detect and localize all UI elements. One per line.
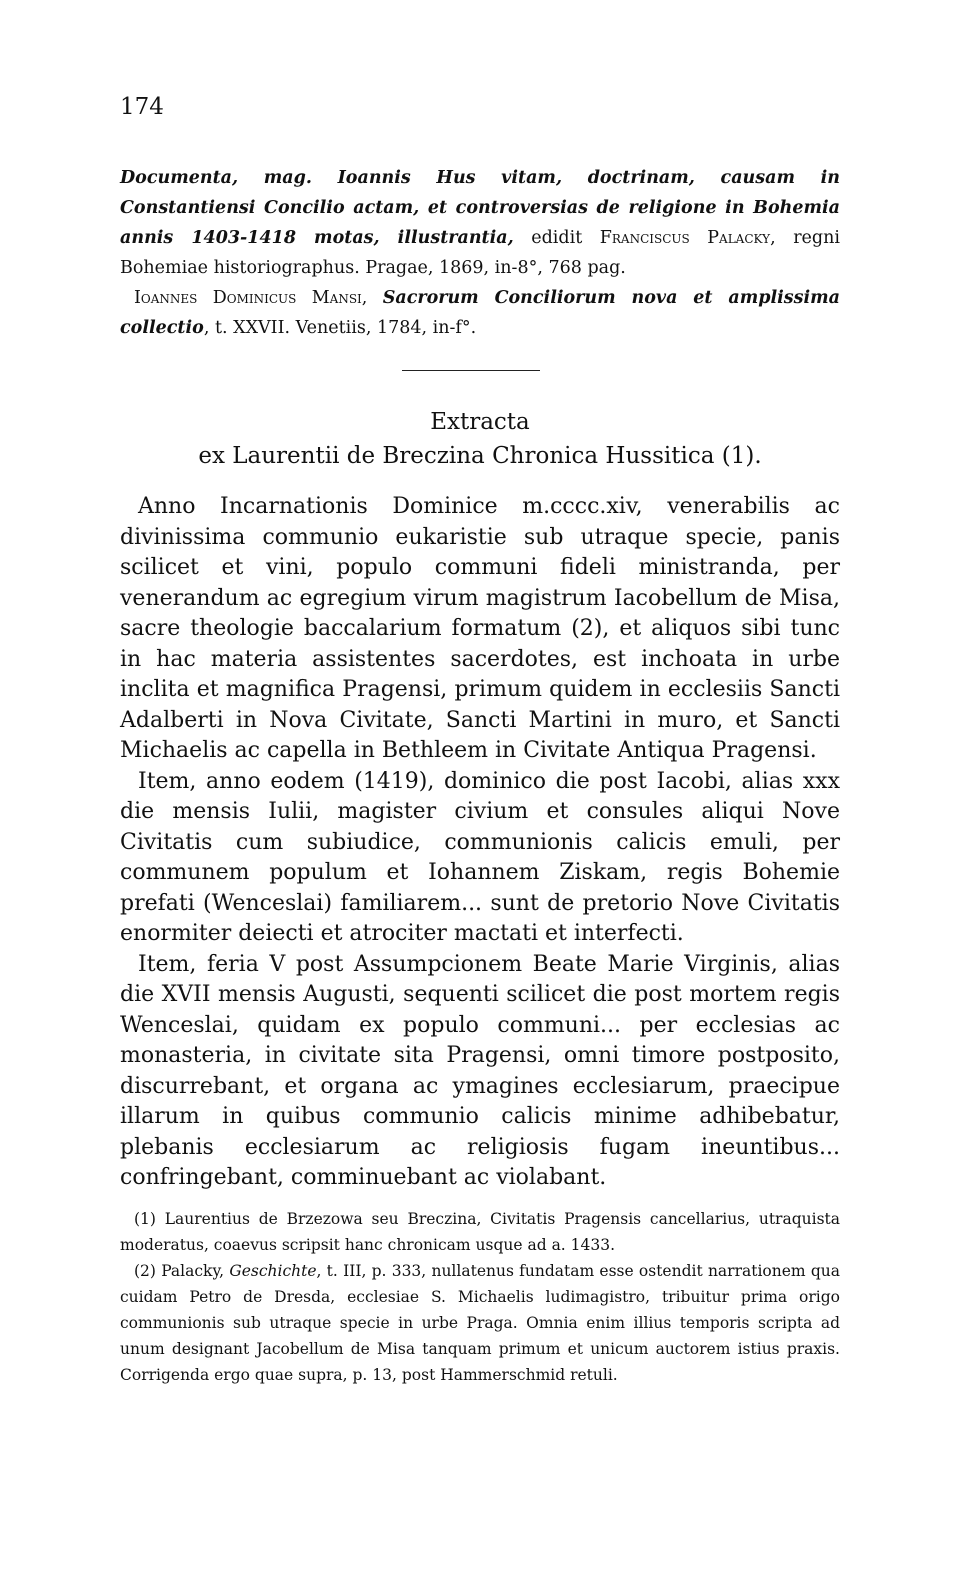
bibliography-editor: Franciscus Palacky xyxy=(599,228,771,248)
paragraph: Item, feria V post Assumpcionem Beate Marie Virginis, alias die XVII mensis Augusti, sequenti scilicet die post mortem regis Wenceslai, quidam ex populo communi... per ecclesias ac monasteria, in civitate sita Pragensi, omni timore postposito, discurrebant, et organa ac ymagines ecclesiarum, praecipue illarum in quibus communio calicis minime adhibebatur, plebanis ecclesiarum ac religiosis fugam ineuntibus... confringebant, comminuebant ac violabant. xyxy=(120,951,840,1190)
footnote-2 xyxy=(120,1258,840,1388)
bibliography-separator: , xyxy=(361,288,383,308)
footnote-2-prefix: (2) Palacky, xyxy=(134,1262,230,1280)
bibliography-author: Ioannes Dominicus Mansi xyxy=(134,288,362,308)
paragraph: Item, anno eodem (1419), dominico die post Iacobi, alias xxx die mensis Iulii, magister civium et consules aliqui Nove Civitatis cum subiudice, communionis calicis emuli, per communem populum et Iohannem Ziskam, regis Bohemie prefati (Wenceslai) familiarem... sunt de pretorio Nove Civitatis enormiter deiecti et atrociter mactati et interfecti. xyxy=(120,768,840,946)
bibliography-title: Documenta, mag. Ioannis Hus vitam, doctrinam, causam in Constantiensi Concilio actam, et controversias de religione in Bohemia annis 1403-1418 motas, illustrantia, xyxy=(120,168,840,248)
bibliography-entry xyxy=(120,163,840,283)
bibliography-text: , regni Bohemiae historiographus. Pragae, 1869, in-8°, 768 pag. xyxy=(120,228,840,278)
main-text xyxy=(120,492,840,1194)
paragraph: Anno Incarnationis Dominice m.cccc.xiv, venerabilis ac divinissima communio eukaristie sub utraque specie, panis scilicet et vini, populo communi fideli ministranda, per venerandum ac egregium virum magistrum Iacobellum de Misa, sacre theologie baccalarium formatum (2), et aliquos sibi tunc in hac materia assistentes sacerdotes, est inchoata in urbe inclita et magnifica Pragensi, primum quidem in ecclesiis Sancti Adalberti in Nova Civitate, Sancti Martini in muro, et Sancti Michaelis ac capella in Bethleem in Civitate Antiqua Pragensi. xyxy=(120,494,840,763)
bibliography xyxy=(120,163,840,343)
footnote-2-text: , t. III, p. 333, nullatenus fundatam esse ostendit narrationem qua cuidam Petro de Dresda, ecclesiae S. Michaelis ludimagistro, tribuitur prima origo communionis sub utraque specie in urbe Praga. Omnia enim illius temporis scripta ad unum designant Jacobellum de Misa tanquam primum et unicum auctorem istius praxis. Corrigenda ergo quae supra, p. 13, post Hammerschmid retuli. xyxy=(120,1262,840,1384)
section-divider xyxy=(402,370,540,371)
bibliography-text: edidit xyxy=(513,228,600,248)
section-heading xyxy=(120,405,840,473)
bibliography-entry xyxy=(120,283,840,343)
footnotes xyxy=(120,1206,840,1388)
bibliography-text: , t. XXVII. Venetiis, 1784, in-f°. xyxy=(203,318,477,338)
footnote-2-title: Geschichte xyxy=(229,1262,317,1280)
footnote-1: (1) Laurentius de Brzezowa seu Breczina, Civitatis Pragensis cancellarius, utraquista moderatus, coaevus scripsit hanc chronicam usque ad a. 1433. xyxy=(120,1210,840,1254)
page-number: 174 xyxy=(120,94,164,120)
heading-line-1: Extracta xyxy=(430,409,530,435)
bibliography-title: Sacrorum Conciliorum nova et amplissima collectio xyxy=(120,288,840,338)
heading-line-2: ex Laurentii de Breczina Chronica Hussitica (1). xyxy=(198,443,762,469)
